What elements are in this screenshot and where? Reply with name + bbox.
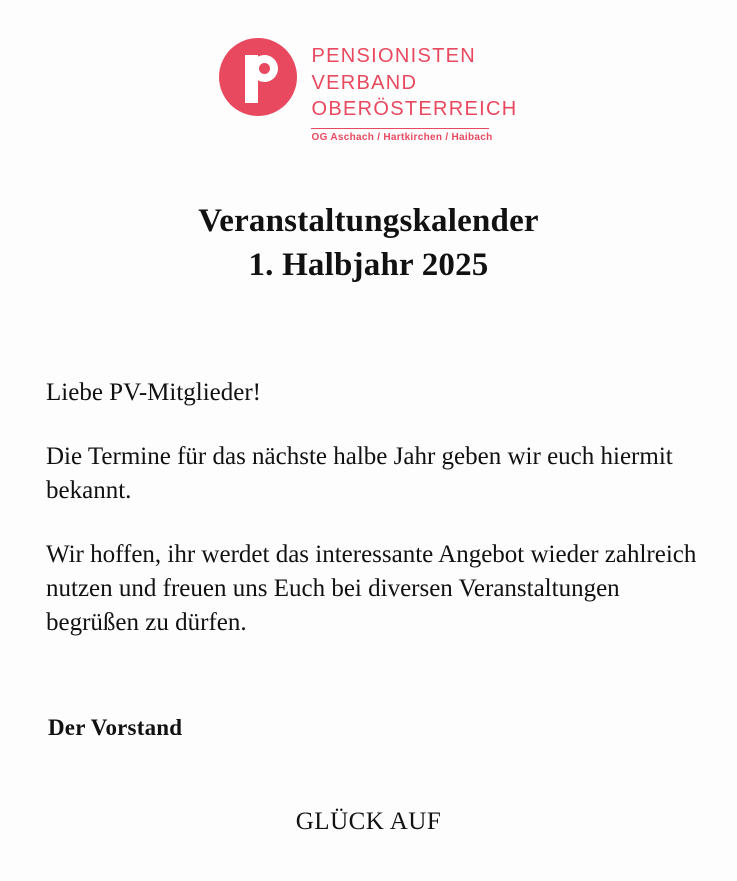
pensionistenverband-p-icon xyxy=(219,38,297,116)
logo-wordmark xyxy=(311,38,517,143)
logo-divider xyxy=(311,128,489,129)
document-body xyxy=(46,376,714,640)
organization-logo xyxy=(0,38,737,143)
paragraph-2: Wir hoffen, ihr werdet das interessante Angebot wieder zahlreich nutzen und freuen uns Euch bei diversen Veranstaltungen begrüßen zu dürfen. xyxy=(46,541,697,636)
page-title xyxy=(0,200,737,288)
signature-text: Der Vorstand xyxy=(48,715,183,740)
greeting-text: Liebe PV-Mitglieder! xyxy=(46,379,262,406)
page-title-line-2: 1. Halbjahr 2025 xyxy=(248,246,489,283)
paragraph-1: Die Termine für das nächste halbe Jahr geben wir euch hiermit bekannt. xyxy=(46,443,673,504)
logo-inner xyxy=(219,38,517,143)
closing-text: GLÜCK AUF xyxy=(295,808,442,835)
logo-line-1: PENSIONISTEN xyxy=(311,45,477,67)
logo-line-3: OBERÖSTERREICH xyxy=(311,98,518,121)
logo-line-2: VERBAND xyxy=(311,71,418,94)
logo-subtitle: OG Aschach / Hartkirchen / Haibach xyxy=(311,131,493,143)
page-title-line-1: Veranstaltungskalender xyxy=(198,203,539,239)
